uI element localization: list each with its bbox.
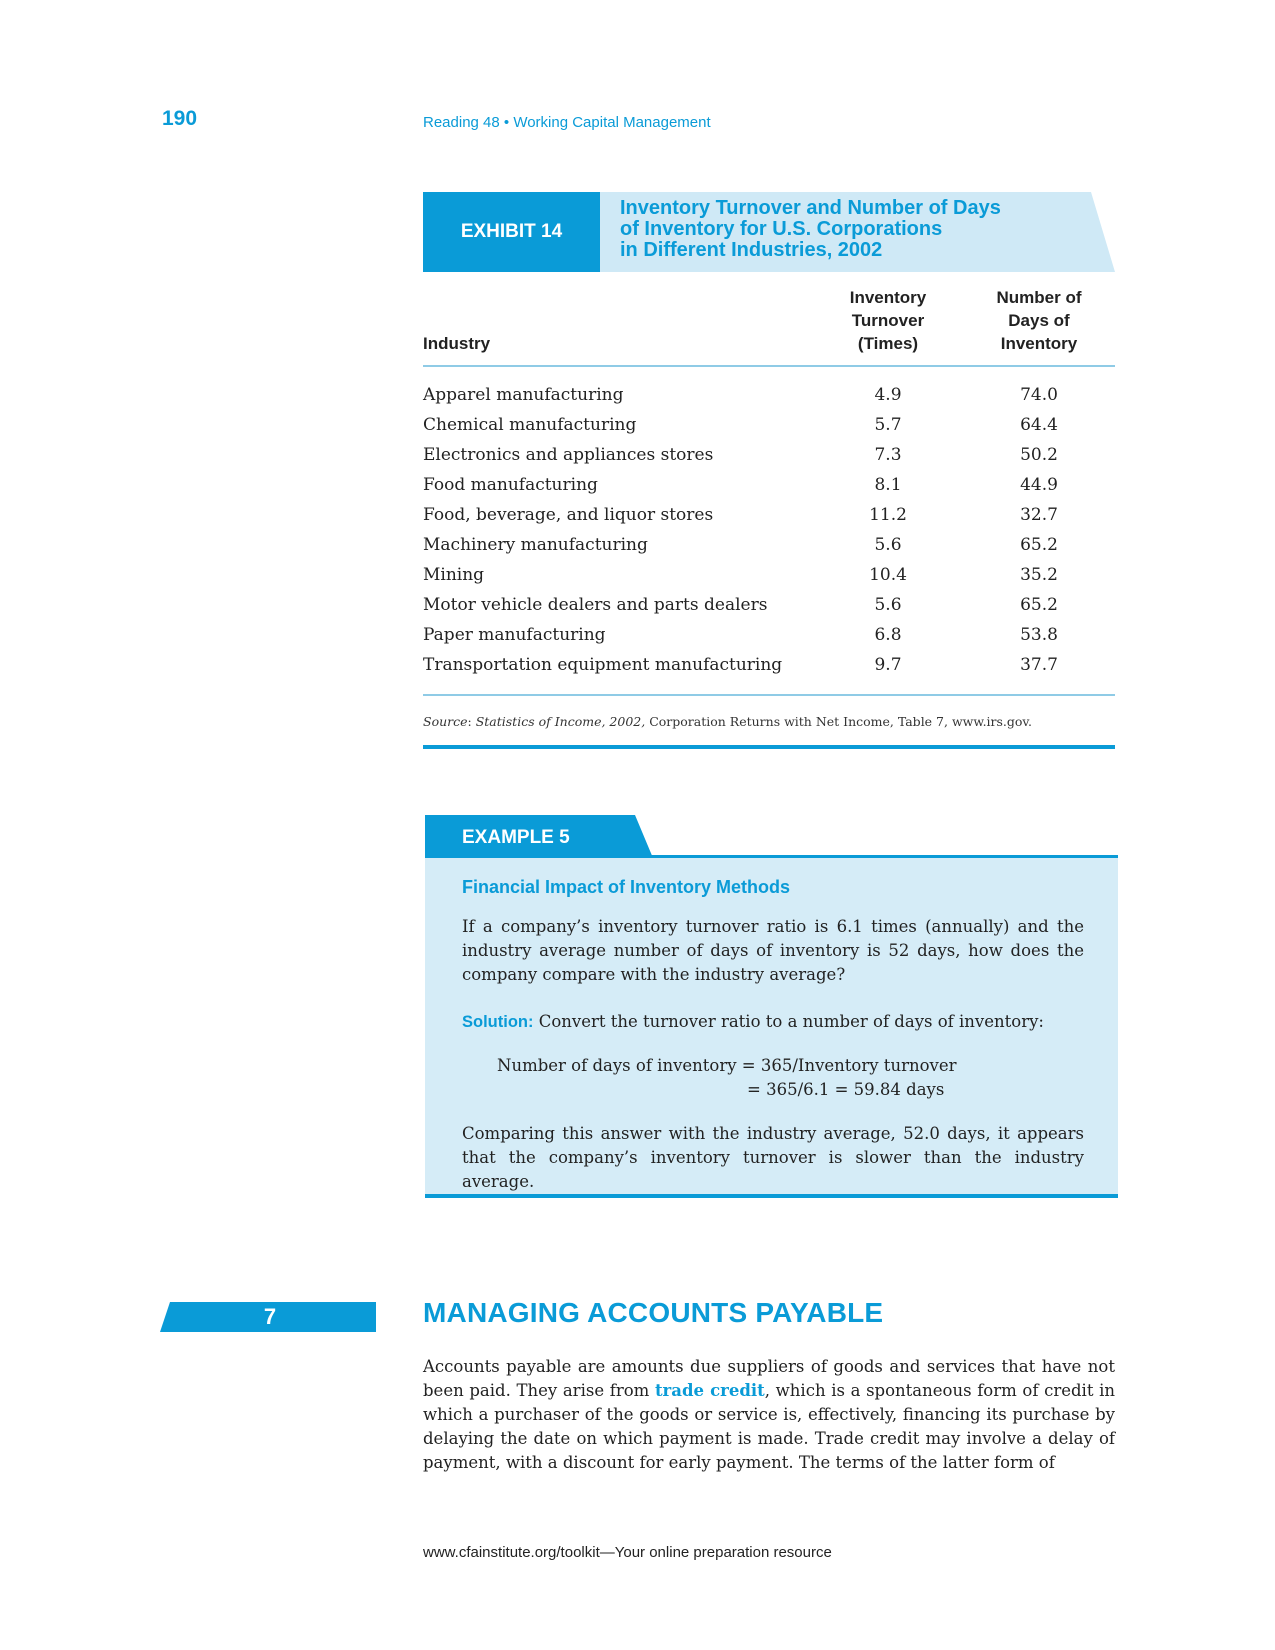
header-line: Number of: [996, 288, 1082, 307]
cell-turnover: 7.3: [874, 445, 902, 465]
cell-industry: Food manufacturing: [423, 475, 598, 495]
cell-industry: Apparel manufacturing: [423, 385, 624, 405]
source-rest: Corporation Returns with Net Income, Table 7, www.irs.gov.: [645, 714, 1032, 729]
body-paragraph: [423, 1355, 1115, 1475]
exhibit-title: [620, 198, 1060, 261]
exhibit-title-line: of Inventory for U.S. Corporations: [620, 218, 943, 240]
source-publication: Statistics of Income, 2002,: [475, 714, 646, 729]
cell-days: 37.7: [963, 650, 1115, 695]
table-row: [423, 530, 1115, 560]
example-box: [425, 815, 1118, 1198]
formula-line-1: Number of days of inventory = 365/Inventory turnover: [497, 1056, 957, 1075]
exhibit-label: EXHIBIT 14: [460, 221, 563, 242]
source-note: [423, 714, 1032, 729]
cell-industry: Transportation equipment manufacturing: [423, 650, 813, 695]
cell-industry: Machinery manufacturing: [423, 535, 648, 555]
table-row: [423, 500, 1115, 530]
column-header-industry: Industry: [423, 286, 813, 366]
source-label: Source: [423, 714, 468, 729]
cell-days: 50.2: [1020, 445, 1058, 465]
example-conclusion: Comparing this answer with the industry average, 52.0 days, it appears that the company’s inventory turnover is slower than the industry average.: [462, 1124, 1084, 1191]
cell-turnover: 5.6: [874, 535, 902, 555]
table-row: [423, 620, 1115, 650]
table-row: [423, 440, 1115, 470]
body-text-before: Accounts payable are amounts due suppliers of goods and services that have not been paid. They arise from: [423, 1357, 1115, 1400]
cell-turnover: 4.9: [874, 385, 902, 405]
exhibit-bottom-rule: [423, 745, 1115, 749]
cell-days: 44.9: [1020, 475, 1058, 495]
table-header-row: [423, 286, 1115, 366]
source-colon: :: [467, 714, 476, 729]
inventory-table: [423, 286, 1115, 696]
header-line: (Times): [857, 334, 919, 353]
solution-text: Convert the turnover ratio to a number of days of inventory:: [533, 1012, 1044, 1031]
cell-days: 64.4: [1020, 415, 1058, 435]
table-body: [423, 366, 1115, 695]
cell-days: 32.7: [1020, 505, 1058, 525]
cell-turnover: 10.4: [869, 565, 907, 585]
cell-turnover: 8.1: [874, 475, 902, 495]
body-text-after: , which is a spontaneous form of credit in which a purchaser of the goods or service is, effectively, financing its purchase by delaying the date on which payment is made. Trade credit may involve a delay of payment, with a discount for early payment. The terms of the latter form of: [423, 1381, 1116, 1472]
term-trade-credit: trade credit: [654, 1381, 765, 1400]
cell-days: 35.2: [1020, 565, 1058, 585]
cell-turnover: 5.7: [874, 415, 902, 435]
header-line: Turnover: [851, 311, 925, 330]
exhibit-title-line: in Different Industries, 2002: [620, 239, 883, 261]
cell-industry: Mining: [423, 565, 485, 585]
table-row: [423, 410, 1115, 440]
example-subtitle: Financial Impact of Inventory Methods: [462, 877, 791, 897]
section-title: MANAGING ACCOUNTS PAYABLE: [423, 1297, 884, 1328]
example-solution: [462, 1010, 1084, 1034]
cell-industry: Food, beverage, and liquor stores: [423, 505, 714, 525]
cell-turnover: 11.2: [869, 505, 907, 525]
cell-industry: Electronics and appliances stores: [423, 445, 714, 465]
cell-days: 65.2: [1020, 535, 1058, 555]
cell-turnover: 9.7: [813, 650, 963, 695]
page-number: 190: [162, 107, 198, 130]
example-label: EXAMPLE 5: [462, 827, 570, 848]
running-head: Reading 48 • Working Capital Management: [423, 114, 711, 131]
cell-turnover: 6.8: [874, 625, 902, 645]
cell-industry: Paper manufacturing: [423, 625, 606, 645]
section-number: 7: [263, 1304, 277, 1329]
table-row: [423, 470, 1115, 500]
exhibit-title-line: Inventory Turnover and Number of Days: [620, 197, 1001, 219]
example-question: If a company’s inventory turnover ratio is 6.1 times (annually) and the industry average number of days of inventory is 52 days, how does the company compare with the industry average?: [462, 917, 1084, 984]
formula-line-2: = 365/6.1 = 59.84 days: [747, 1080, 945, 1099]
table-row: [423, 560, 1115, 590]
table-row: [423, 366, 1115, 410]
cell-industry: Chemical manufacturing: [423, 415, 637, 435]
exhibit-header: [423, 192, 1115, 272]
cell-days: 74.0: [1020, 385, 1058, 405]
header-line: Inventory: [1000, 334, 1078, 353]
header-line: Days of: [1008, 311, 1070, 330]
cell-industry: Motor vehicle dealers and parts dealers: [423, 595, 768, 615]
column-header-turnover: [813, 286, 963, 366]
table-row: [423, 590, 1115, 620]
header-line: Inventory: [849, 288, 927, 307]
table-row: [423, 650, 1115, 695]
column-header-days: [963, 286, 1115, 366]
footer: www.cfainstitute.org/toolkit—Your online preparation resource: [423, 1544, 832, 1561]
cell-days: 65.2: [1020, 595, 1058, 615]
solution-label: Solution:: [462, 1013, 534, 1031]
cell-turnover: 5.6: [874, 595, 902, 615]
cell-days: 53.8: [1020, 625, 1058, 645]
